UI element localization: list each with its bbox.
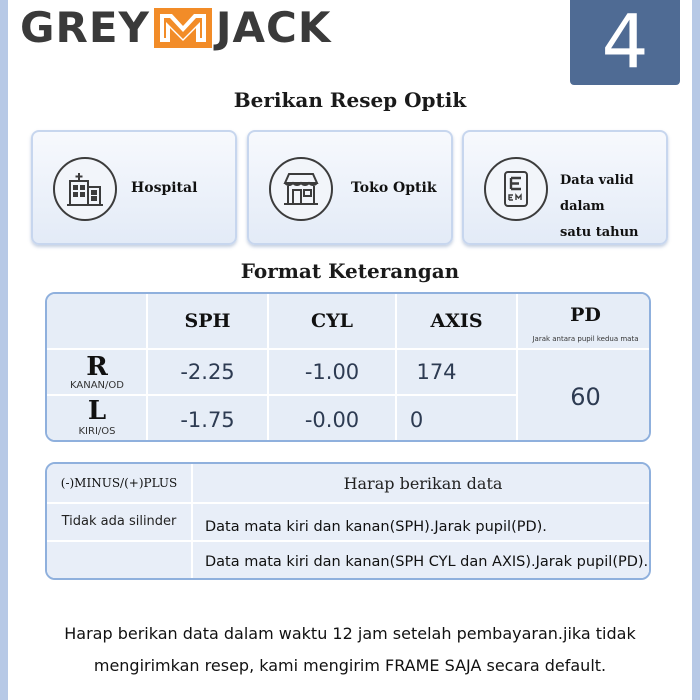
rx-left-axis: 0 [397,396,516,442]
footer-line2: mengirimkan resep, kami mengirim FRAME SAJA secara default. [93,656,607,675]
rx-eye-right-cell [47,350,146,394]
rx-left-sph: -1.75 [148,396,267,442]
brand-mark-icon [154,8,212,48]
prescription-section-title: Berikan Resep Optik [233,88,467,112]
rx-eye-left-letter: L [87,396,107,426]
notes-right-header: Harap berikan data [193,464,651,502]
rx-eye-left-cell [47,396,146,442]
hospital-card [31,130,237,245]
brand-word-right: JACK [215,3,332,52]
rx-eye-right-sub: KANAN/OD [70,380,124,391]
eye-chart-icon [484,157,548,221]
validity-label-line2: satu tahun [560,225,639,240]
notes-table [45,462,651,580]
hospital-icon [53,157,117,221]
notes-row1-right: Data mata kiri dan kanan(SPH).Jarak pupil(PD). [193,504,651,540]
rx-header-cyl: CYL [269,294,395,348]
rx-header-axis: AXIS [397,294,516,348]
notes-row2-right: Data mata kiri dan kanan(SPH CYL dan AXIS).Jarak pupil(PD). [193,542,651,580]
rx-left-cyl: -0.00 [269,396,395,442]
rx-right-axis: 174 [397,350,516,394]
rx-right-sph: -2.25 [148,350,267,394]
footer-line1: Harap berikan data dalam waktu 12 jam setelah pembayaran.jika tidak [64,624,636,643]
hospital-label: Hospital [131,180,198,196]
rx-header-sph: SPH [148,294,267,348]
rx-eye-right-letter: R [86,352,108,382]
notes-row2-left [47,542,191,580]
rx-right-cyl: -1.00 [269,350,395,394]
optical-store-icon [269,157,333,221]
rx-pd-note: Jarak antara pupil kedua mata [532,335,639,343]
brand-word-left: GREY [20,3,150,52]
rx-header-pd: PD [570,304,601,326]
format-section-title: Format Keterangan [240,259,460,283]
optical-store-label: Toko Optik [351,180,437,196]
step-number-badge: 4 [570,0,680,85]
rx-pd-value: 60 [518,350,651,442]
rx-eye-left-sub: KIRI/OS [78,426,116,437]
brand-logo [20,4,331,52]
rx-header-pd-cell [518,294,651,348]
validity-label [560,168,670,246]
notes-left-header: (-)MINUS/(+)PLUS [47,464,191,502]
validity-card [462,130,668,245]
optical-store-card [247,130,453,245]
rx-corner-cell [47,294,146,348]
notes-row1-left: Tidak ada silinder [47,504,191,540]
footer-notice [20,618,680,682]
prescription-format-table [45,292,651,442]
validity-label-line1: Data valid dalam [560,173,634,214]
